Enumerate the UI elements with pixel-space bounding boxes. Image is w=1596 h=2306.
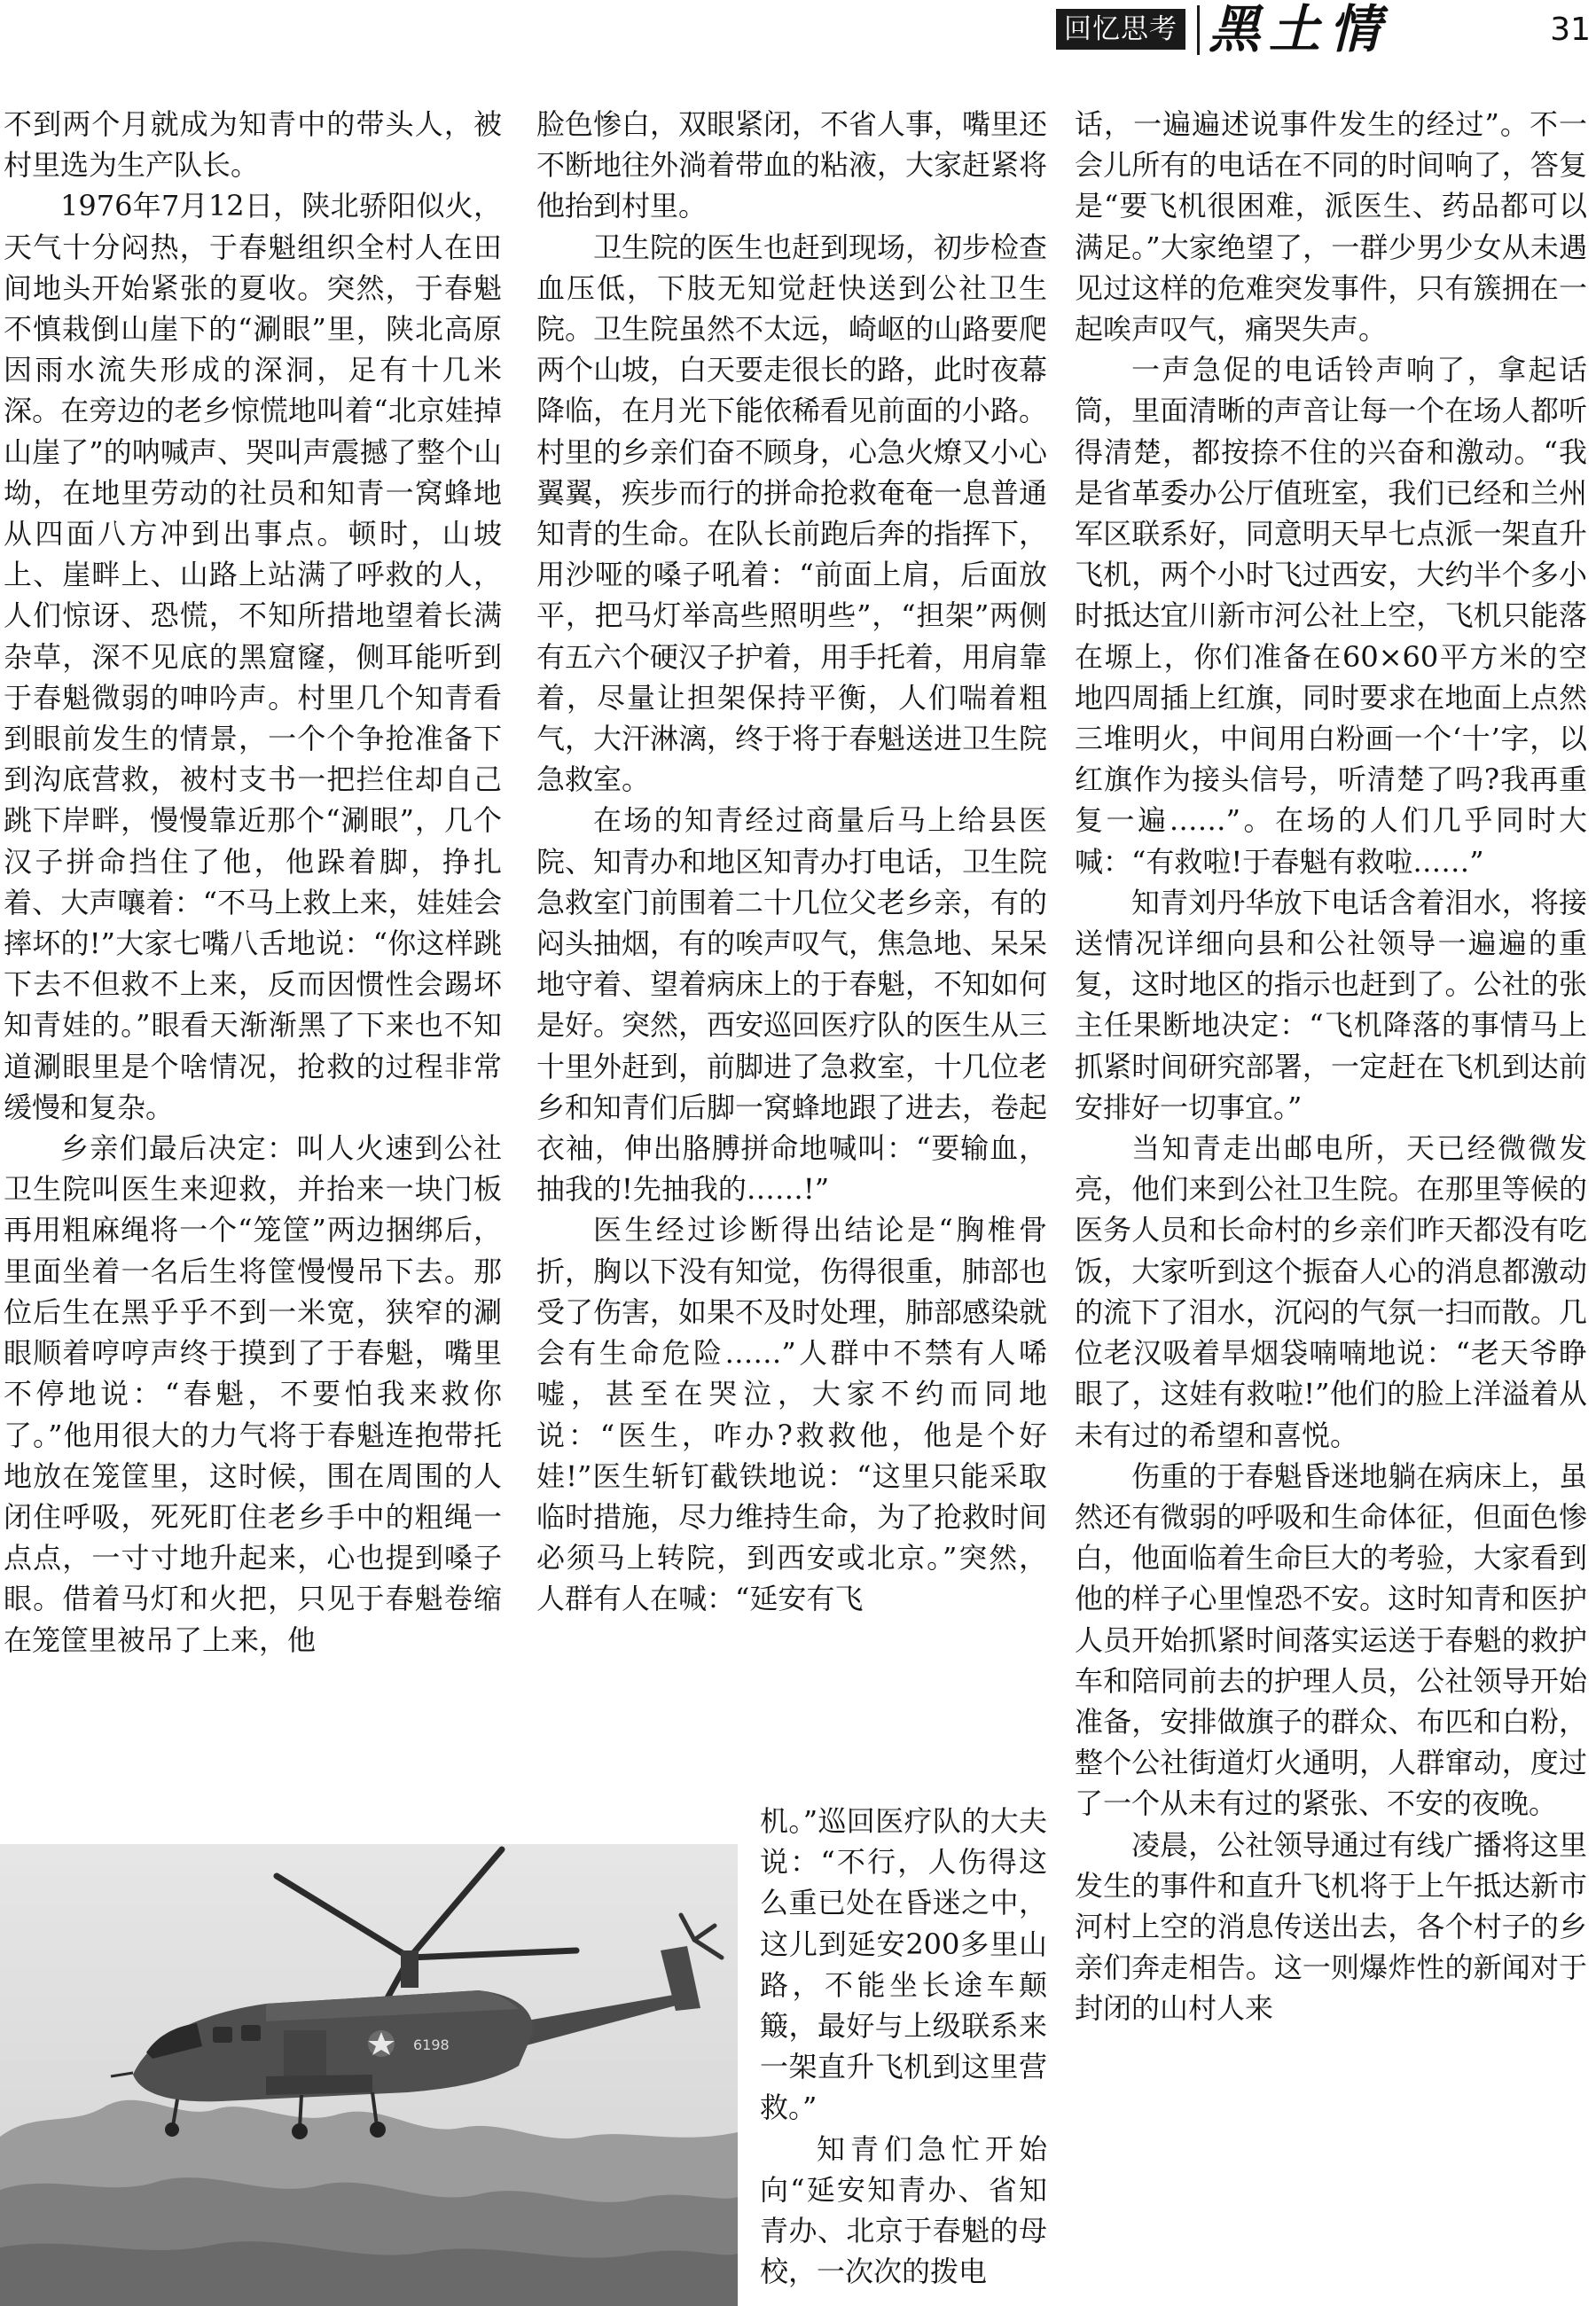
text-column-1	[4, 104, 502, 1834]
header-divider	[1197, 5, 1200, 55]
section-tag: 回忆思考	[1056, 9, 1185, 50]
paragraph: 一声急促的电话铃声响了，拿起话筒，里面清晰的声音让每一个在场人都听得清楚，都按捺不住的兴奋和激动。“我是省革委办公厅值班室，我们已经和兰州军区联系好，同意明天早七点派一架直升飞机，两个小时飞过西安，大约半个多小时抵达宜川新市河公社上空，飞机只能落在塬上，你们准备在60×60平方米的空地四周插上红旗，同时要求在地面上点然三堆明火，中间用白粉画一个‘十’字，以红旗作为接头信号，听清楚了吗?我再重复一遍……”。在场的人们几乎同时大喊：“有救啦!于春魁有救啦……”	[1075, 353, 1587, 879]
paragraph: 乡亲们最后决定：叫人火速到公社卫生院叫医生来迎救，并抬来一块门板再用粗麻绳将一个“笼筐”两边捆绑后，里面坐着一名后生将筐慢慢吊下去。那位后生在黑乎乎不到一米宽，狭窄的涮眼顺着哼哼声终于摸到了于春魁，嘴里不停地说：“春魁，不要怕我来救你了。”他用很大的力气将于春魁连抱带托地放在笼筐里，这时候，围在周围的人闭住呼吸，死死盯住老乡手中的粗绳一点点，一寸寸地升起来，心也提到嗓子眼。借着马灯和火把，只见于春魁卷缩在笼筐里被吊了上来，他	[4, 1131, 502, 1657]
text-column-2-continued	[760, 1801, 1047, 2306]
paragraph: 伤重的于春魁昏迷地躺在病床上，虽然还有微弱的呼吸和生命体征，但面色惨白，他面临着生命巨大的考验，大家看到他的样子心里惶恐不安。这时知青和医护人员开始抓紧时间落实运送于春魁的救护车和陪同前去的护理人员，公社领导开始准备，安排做旗子的群众、布匹和白粉，整个公社街道灯火通明，人群窜动，度过了一个从未有过的紧张、不安的夜晚。	[1075, 1458, 1587, 1821]
paragraph: 卫生院的医生也赶到现场，初步检查血压低，下肢无知觉赶快送到公社卫生院。卫生院虽然不太远，崎岖的山路要爬两个山坡，白天要走很长的路，此时夜幕降临，在月光下能依稀看见前面的小路。村里的乡亲们奋不顾身，心急火燎又小心翼翼，疾步而行的拼命抢救奄奄一息普通知青的生命。在队长前跑后奔的指挥下，用沙哑的嗓子吼着：“前面上肩，后面放平，把马灯举高些照明些”，“担架”两侧有五六个硬汉子护着，用手托着，用肩靠着，尽量让担架保持平衡，人们喘着粗气，大汗淋漓，终于将于春魁送进卫生院急救室。	[536, 230, 1047, 797]
paragraph: 凌晨，公社领导通过有线广播将这里发生的事件和直升飞机将于上午抵达新市河村上空的消息传送出去，各个村子的乡亲们奔走相告。这一则爆炸性的新闻对于封闭的山村人来	[1075, 1827, 1587, 2026]
paragraph: 知青刘丹华放下电话含着泪水，将接送情况详细向县和公社领导一遍遍的重复，这时地区的指示也赶到了。公社的张主任果断地决定：“飞机降落的事情马上抓紧时间研究部署，一定赶在飞机到达前安排好一切事宜。”	[1075, 885, 1587, 1124]
paragraph: 脸色惨白，双眼紧闭，不省人事，嘴里还不断地往外淌着带血的粘液，大家赶紧将他抬到村里。	[536, 107, 1047, 223]
page-header	[0, 0, 1596, 59]
paragraph: 知青们急忙开始向“延安知青办、省知青办、北京于春魁的母校，一次次的拨电	[760, 2131, 1047, 2289]
paragraph: 机。”巡回医疗队的大夫说：“不行，人伤得这么重已处在昏迷之中，这儿到延安200多里山路，不能坐长途车颠簸，最好与上级联系来一架直升飞机到这里营救。”	[760, 1804, 1047, 2125]
text-column-3	[1075, 104, 1587, 2306]
paragraph: 1976年7月12日，陕北骄阳似火，天气十分闷热，于春魁组织全村人在田间地头开始紧张的夏收。突然，于春魁不慎栽倒山崖下的“涮眼”里，陕北高原因雨水流失形成的深洞，足有十几米深。在旁边的老乡惊慌地叫着“北京娃掉山崖了”的呐喊声、哭叫声震撼了整个山坳，在地里劳动的社员和知青一窝蜂地从四面八方冲到出事点。顿时，山坡上、崖畔上、山路上站满了呼救的人，人们惊讶、恐慌，不知所措地望着长满杂草，深不见底的黑窟窿，侧耳能听到于春魁微弱的呻吟声。村里几个知青看到眼前发生的情景，一个个争抢准备下到沟底营救，被村支书一把拦住却自己跳下岸畔，慢慢靠近那个“涮眼”，几个汉子拼命挡住了他，他跺着脚，挣扎着、大声嚷着：“不马上救上来，娃娃会摔坏的!”大家七嘴八舌地说：“你这样跳下去不但救不上来，反而因惯性会踢坏知青娃的。”眼看天渐渐黑了下来也不知道涮眼里是个啥情况，抢救的过程非常缓慢和复杂。	[4, 189, 502, 1124]
paragraph: 在场的知青经过商量后马上给县医院、知青办和地区知青办打电话，卫生院急救室门前围着二十几位父老乡亲，有的闷头抽烟，有的唉声叹气，焦急地、呆呆地守着、望着病床上的于春魁，不知如何是好。突然，西安巡回医疗队的医生从三十里外赶到，前脚进了急救室，十几位老乡和知青们后脚一窝蜂地跟了进去，卷起衣袖，伸出胳膊拼命地喊叫：“要输血，抽我的!先抽我的……!”	[536, 803, 1047, 1207]
paragraph: 话，一遍遍述说事件发生的经过”。不一会儿所有的电话在不同的时间响了，答复是“要飞机很困难，派医生、药品都可以满足。”大家绝望了，一群少男少女从未遇见过这样的危难突发事件，只有簇拥在一起唉声叹气，痛哭失声。	[1075, 107, 1587, 347]
page-number: 31	[1550, 12, 1591, 48]
helicopter-photo	[0, 1844, 738, 2306]
paragraph: 当知青走出邮电所，天已经微微发亮，他们来到公社卫生院。在那里等候的医务人员和长命村的乡亲们昨天都没有吃饭，大家听到这个振奋人心的消息都激动的流下了泪水，沉闷的气氛一扫而散。几位老汉吸着旱烟袋喃喃地说：“老天爷睁眼了，这娃有救啦!”他们的脸上洋溢着从未有过的希望和喜悦。	[1075, 1131, 1587, 1452]
helicopter-marking: 6198	[413, 2036, 450, 2053]
paragraph: 不到两个月就成为知青中的带头人，被村里选为生产队长。	[4, 107, 502, 183]
text-column-2	[536, 104, 1047, 1795]
magazine-title: 黑土情	[1209, 0, 1390, 59]
paragraph: 医生经过诊断得出结论是“胸椎骨折，胸以下没有知觉，伤得很重，肺部也受了伤害，如果不及时处理，肺部感染就会有生命危险……”人群中不禁有人唏嘘，甚至在哭泣，大家不约而同地说：“医生，咋办?救救他，他是个好娃!”医生斩钉截铁地说：“这里只能采取临时措施，尽力维持生命，为了抢救时间必须马上转院，到西安或北京。”突然，人群有人在喊：“延安有飞	[536, 1213, 1047, 1616]
helicopter-illustration	[0, 1844, 738, 2306]
